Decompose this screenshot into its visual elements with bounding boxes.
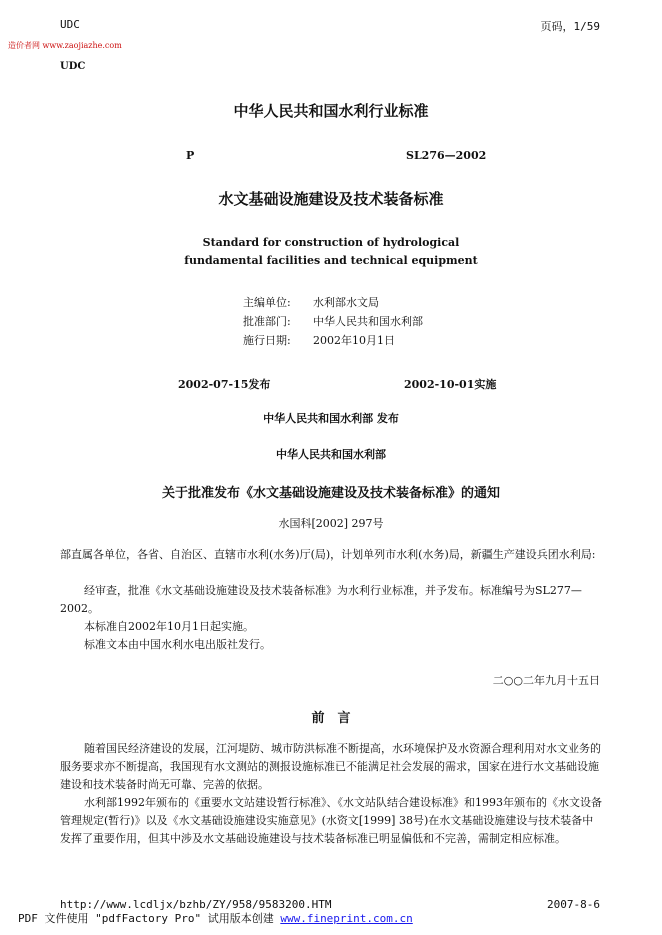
meta-row [243,293,423,312]
meta-value: 中华人民共和国水利部 [313,315,423,328]
notice-paragraph: 标准文本由中国水利水电出版社发行。 [84,638,271,651]
publish-date: 2002-07-15发布 [178,378,271,391]
preface-paragraph: 随着国民经济建设的发展，江河堤防、城市防洪标准不断提高，水环境保护及水资源合理利用对水文业务的服务要求亦不断提高，我国现有水文测站的测报设施标准已不能满足社会发展的需求，国家在进行水文基础设施建设和技术装备时尚无可靠、完善的依据。 [60,742,601,791]
footer-date: 2007-8-6 [547,898,600,911]
pdf-notice-text: PDF 文件使用 "pdfFactory Pro" 试用版本创建 [18,912,274,925]
english-title-line1: Standard for construction of hydrological [202,236,460,249]
effective-date: 2002-10-01实施 [404,378,497,391]
meta-value: 2002年10月1日 [313,334,395,347]
notice-paragraph: 本标准自2002年10月1日起实施。 [84,620,254,633]
meta-block [243,293,423,350]
meta-label: 主编单位: [243,296,291,309]
notice-title: 关于批准发布《水文基础设施建设及技术装备标准》的通知 [161,486,500,501]
standard-code: SL276—2002 [406,149,487,162]
page-number: 页码，1/59 [540,20,600,33]
meta-label: 施行日期: [243,334,291,347]
meta-value: 水利部水文局 [313,296,379,309]
publisher: 中华人民共和国水利部 发布 [263,412,399,425]
notice-paragraph: 经审查，批准《水文基础设施建设及技术装备标准》为水利行业标准，并予发布。标准编号为SL277—2002。 [60,584,582,615]
meta-row [243,312,423,331]
meta-label: 批准部门: [243,315,291,328]
footer-url[interactable]: http://www.lcdljx/bzhb/ZY/958/9583200.HTM [60,898,332,911]
document-title: 水文基础设施建设及技术装备标准 [218,190,444,208]
watermark-site: 造价者网 www.zaojiazhe.com [8,41,122,50]
english-title-line2: fundamental facilities and technical equipment [184,254,478,267]
meta-row [243,331,423,350]
preface-heading: 前 言 [311,711,351,726]
udc-label: UDC [60,61,86,72]
header-udc: UDC [60,18,80,31]
notice-addressee: 部直属各单位，各省、自治区、直辖市水利(水务)厅(局)，计划单列市水利(水务)局，新疆生产建设兵团水利局: [60,548,596,561]
class-code: P [186,149,195,162]
fineprint-link[interactable]: www.fineprint.com.cn [280,912,413,925]
org-title: 中华人民共和国水利行业标准 [233,102,429,120]
pdf-notice [18,910,413,926]
notice-date: 二○○二年九月十五日 [492,674,600,687]
preface-paragraph: 水利部1992年颁布的《重要水文站建设暂行标准》、《水文站队结合建设标准》和1993年颁布的《水文设备管理规定(暂行)》以及《水文基础设施建设实施意见》(水资文[1999] 38号)在水文基础设施建设与技术装备中发挥了重要作用，但其中涉及水文基础设施建设与技术装备标准已明显偏低和不完善，需制定相应标准。 [60,796,602,845]
notice-issuer: 中华人民共和国水利部 [276,448,386,461]
notice-doc-number: 水国科[2002] 297号 [278,517,384,530]
